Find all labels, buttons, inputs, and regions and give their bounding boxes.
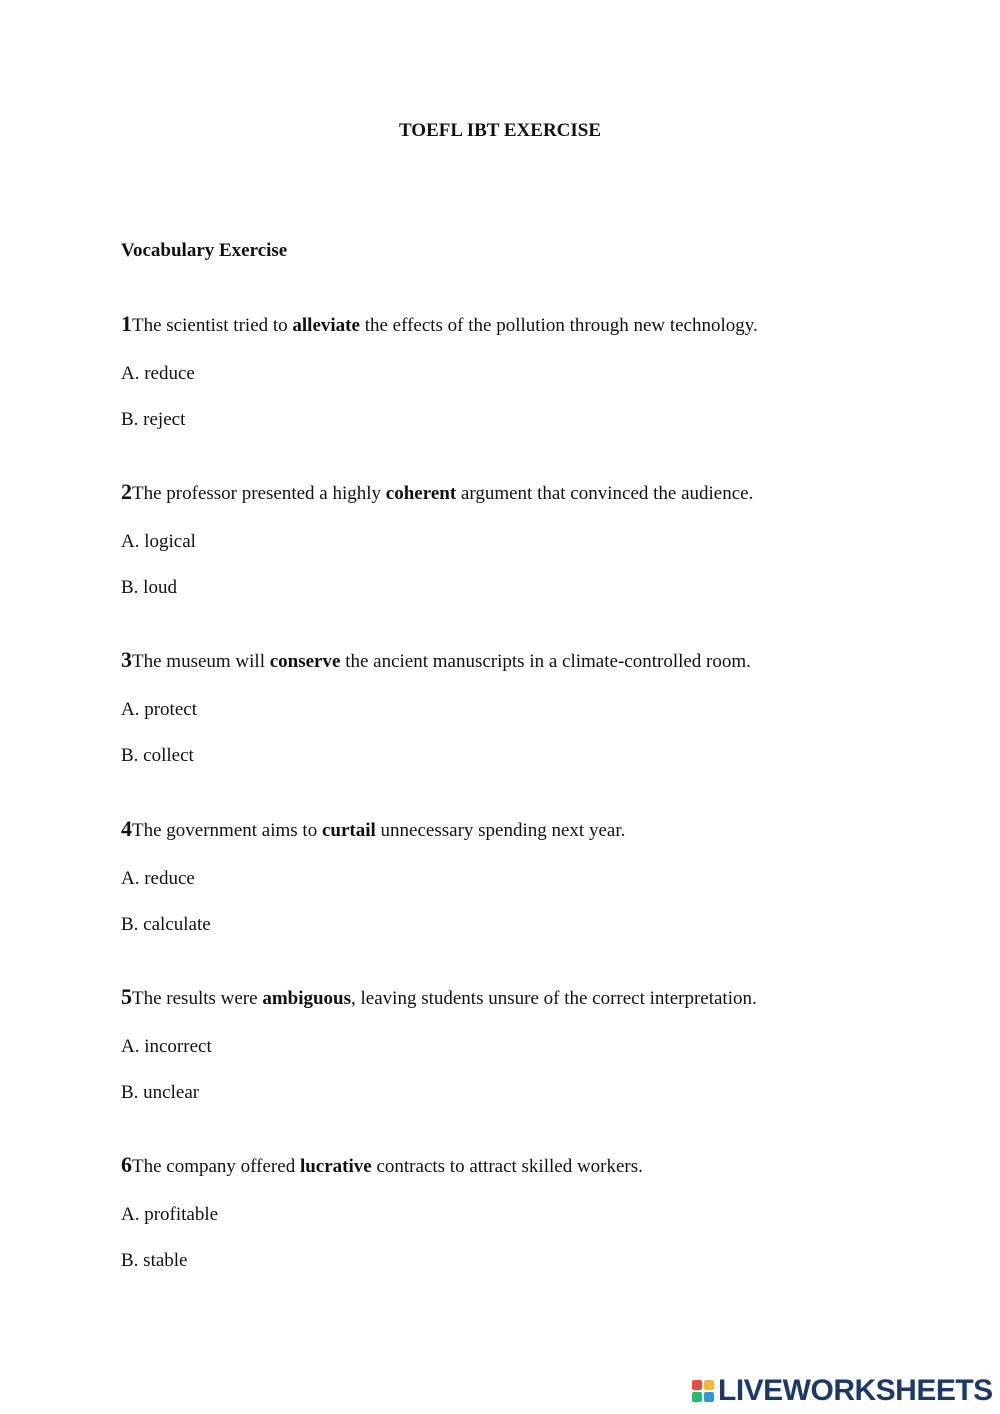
question-5 [121,984,757,1010]
question-text-before: The scientist tried to [132,315,293,336]
logo-text: LIVEWORKSHEETS [718,1374,993,1407]
question-text-before: The results were [132,988,263,1009]
question-6 [121,1152,643,1178]
question-text-after: the effects of the pollution through new technology. [359,315,758,336]
question-keyword: coherent [385,483,457,504]
question-number: 4 [121,816,132,841]
question-text-after: unnecessary spending next year. [375,820,626,841]
question-keyword: alleviate [292,315,360,336]
question-2-option-b[interactable]: B. loud [121,577,177,598]
question-keyword: conserve [269,651,341,672]
question-text-after: argument that convinced the audience. [456,483,754,504]
question-text-before: The museum will [132,651,270,672]
question-1-option-b[interactable]: B. reject [121,409,186,430]
question-text-before: The government aims to [132,820,322,841]
question-5-option-a[interactable]: A. incorrect [121,1036,212,1057]
question-text-before: The company offered [132,1156,300,1177]
question-4-option-b[interactable]: B. calculate [121,914,211,935]
liveworksheets-mark-icon [692,1380,714,1402]
question-3 [121,647,751,673]
question-2-option-a[interactable]: A. logical [121,531,196,552]
question-keyword: curtail [321,820,376,841]
liveworksheets-logo [692,1374,993,1408]
question-6-option-b[interactable]: B. stable [121,1250,188,1271]
question-text-after: contracts to attract skilled workers. [371,1156,643,1177]
question-text-before: The professor presented a highly [132,483,386,504]
question-number: 3 [121,647,132,672]
question-4 [121,816,625,842]
question-keyword: ambiguous [262,988,352,1009]
question-text-after: , leaving students unsure of the correct interpretation. [351,988,757,1009]
question-keyword: lucrative [299,1156,372,1177]
question-1 [121,311,758,337]
question-2 [121,479,753,505]
question-6-option-a[interactable]: A. profitable [121,1204,219,1225]
question-number: 1 [121,311,132,336]
question-number: 5 [121,984,132,1009]
section-title: Vocabulary Exercise [121,240,288,261]
question-4-option-a[interactable]: A. reduce [121,868,195,889]
question-number: 2 [121,479,132,504]
question-text-after: the ancient manuscripts in a climate-controlled room. [340,651,751,672]
question-3-option-b[interactable]: B. collect [121,745,194,766]
question-3-option-a[interactable]: A. protect [121,699,197,720]
page-title: TOEFL IBT EXERCISE [398,120,602,141]
question-5-option-b[interactable]: B. unclear [121,1082,200,1103]
question-number: 6 [121,1152,132,1177]
question-1-option-a[interactable]: A. reduce [121,363,195,384]
